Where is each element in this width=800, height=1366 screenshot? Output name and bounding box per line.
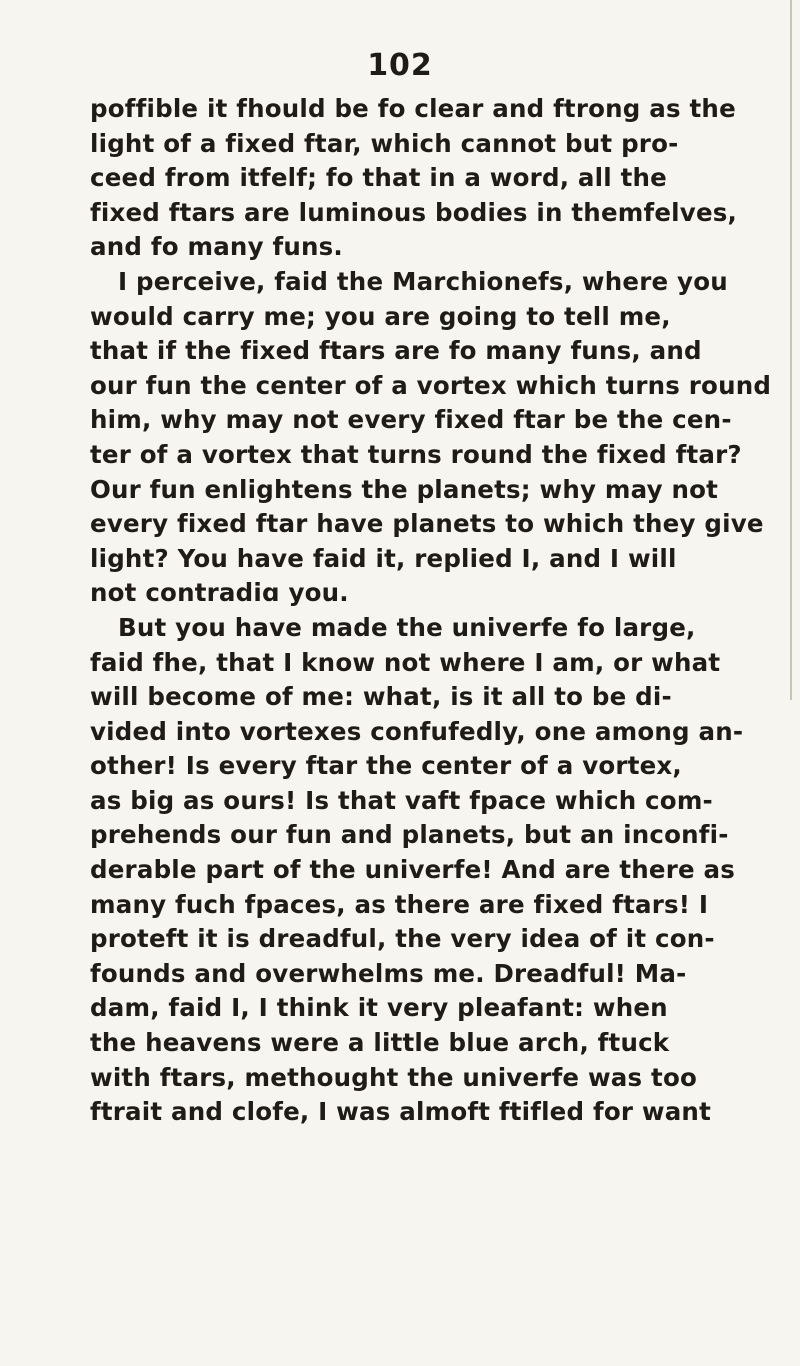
text-line: not contradiɑ you. [90,578,349,608]
text-line: founds and overwhelms me. Dreadful! Ma- [90,958,687,988]
text-line: other! Is every ftar the center of a vortex, [90,751,682,781]
text-line: Our fun enlightens the planets; why may not [90,474,719,504]
paragraph-start-line: But you have made the univerfe fo large, [118,612,696,642]
text-line: proteft it is dreadful, the very idea of it con- [90,924,715,954]
text-line: dam, faid I, I think it very pleafant: when [90,993,668,1023]
text-line: light? You have faid it, replied I, and I will [90,543,677,573]
text-line: every fixed ftar have planets to which they give [90,509,764,539]
paragraph-start-line: I perceive, faid the Marchionefs, where you [118,266,728,296]
text-line: would carry me; you are going to tell me, [90,301,671,331]
text-line: and fo many funs. [90,232,343,262]
text-line: derable part of the univerfe! And are there as [90,855,736,885]
text-line: poffible it fhould be fo clear and ftrong as the [90,94,736,123]
text-line: ter of a vortex that turns round the fixed ftar? [90,439,742,469]
text-line: as big as ours! Is that vaft fpace which com- [90,785,713,815]
text-line: will become of me: what, is it all to be di- [90,682,672,712]
text-line: fixed ftars are luminous bodies in themfelves, [90,197,738,227]
text-line: the heavens were a little blue arch, ftuck [90,1028,670,1058]
text-line: with ftars, methought the univerfe was too [90,1062,698,1092]
text-line: ftrait and clofe, I was almoft ftifled for want [90,1097,711,1127]
text-line: many fuch fpaces, as there are fixed ftars! I [90,889,709,919]
text-line: that if the fixed ftars are fo many funs, and [90,336,702,366]
page-edge [790,0,792,700]
body-text [90,92,790,1130]
page-number: 102 [367,48,433,83]
text-line: him, why may not every fixed ftar be the cen- [90,405,732,435]
text-line: vided into vortexes confufedly, one among an- [90,716,744,746]
text-line: light of a fixed ftar, which cannot but pro- [90,128,679,158]
text-line: ceed from itfelf; fo that in a word, all the [90,163,667,193]
text-line: prehends our fun and planets, but an inconfi- [90,820,729,850]
text-line: our fun the center of a vortex which turns round [90,370,772,400]
text-line: faid fhe, that I know not where I am, or what [90,647,721,677]
